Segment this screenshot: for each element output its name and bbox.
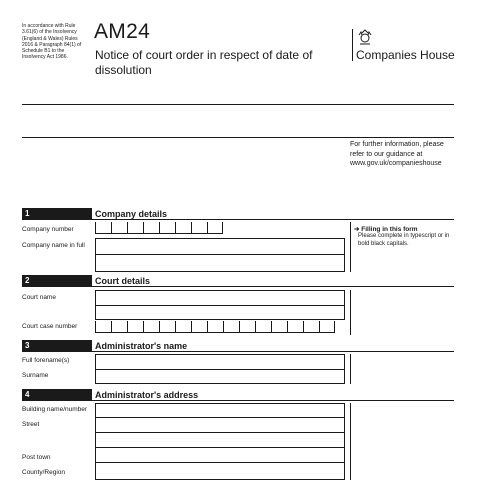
section-title: Administrator's address (95, 390, 199, 400)
guidance-info: For further information, please refer to our guidance at www.gov.uk/companieshouse (350, 141, 444, 167)
section-number: 4 (22, 389, 92, 400)
divider (22, 286, 454, 287)
divider (22, 219, 454, 220)
divider (22, 351, 454, 352)
address-fields[interactable] (95, 403, 345, 480)
divider (22, 104, 454, 105)
county-label: County/Region (22, 469, 65, 476)
form-title: Notice of court order in respect of date of dissolution (95, 48, 313, 77)
divider (22, 400, 454, 401)
street-label: Street (22, 421, 40, 428)
section-title: Administrator's name (95, 341, 188, 351)
case-number-label: Court case number (22, 323, 78, 330)
side-panel (350, 354, 454, 384)
logo-divider (352, 29, 353, 61)
note-title: ➔ Filling in this form (354, 226, 418, 233)
field-divider (95, 447, 345, 448)
field-divider (95, 417, 345, 418)
post-town-label: Post town (22, 454, 51, 461)
forenames-label: Full forename(s) (22, 357, 70, 364)
field-divider (95, 462, 345, 463)
section-number: 2 (22, 275, 92, 286)
side-panel (350, 290, 454, 335)
company-number-field[interactable] (95, 222, 223, 234)
field-divider (95, 254, 345, 255)
company-number-label: Company number (22, 226, 74, 233)
surname-label: Surname (22, 372, 49, 379)
legal-reference: In accordance with Rule 3.61(6) of the Insolvency (England & Wales) Rules 2016 & Paragraph 84(1) of Schedule B1 to the Insolvency Act 1986. (22, 23, 82, 61)
royal-crest-icon (356, 29, 374, 47)
company-name-label: Company name in full (22, 242, 85, 249)
case-number-field[interactable] (95, 321, 335, 333)
form-code: AM24 (94, 20, 151, 43)
building-label: Building name/number (22, 406, 88, 413)
divider (22, 137, 454, 138)
section-title: Court details (95, 276, 151, 286)
note-body: Please complete in typescript or in bold black capitals. (358, 233, 450, 247)
field-divider (95, 432, 345, 433)
companies-house-logo: Companies House (356, 48, 455, 62)
side-rule (350, 254, 351, 272)
section-number: 3 (22, 340, 92, 351)
court-name-label: Court name (22, 294, 56, 301)
section-title: Company details (95, 209, 168, 219)
field-divider (95, 369, 345, 370)
field-divider (95, 305, 345, 306)
company-name-field[interactable] (95, 238, 345, 272)
section-number: 1 (22, 208, 92, 219)
side-panel (350, 403, 454, 480)
filling-note (350, 222, 454, 254)
